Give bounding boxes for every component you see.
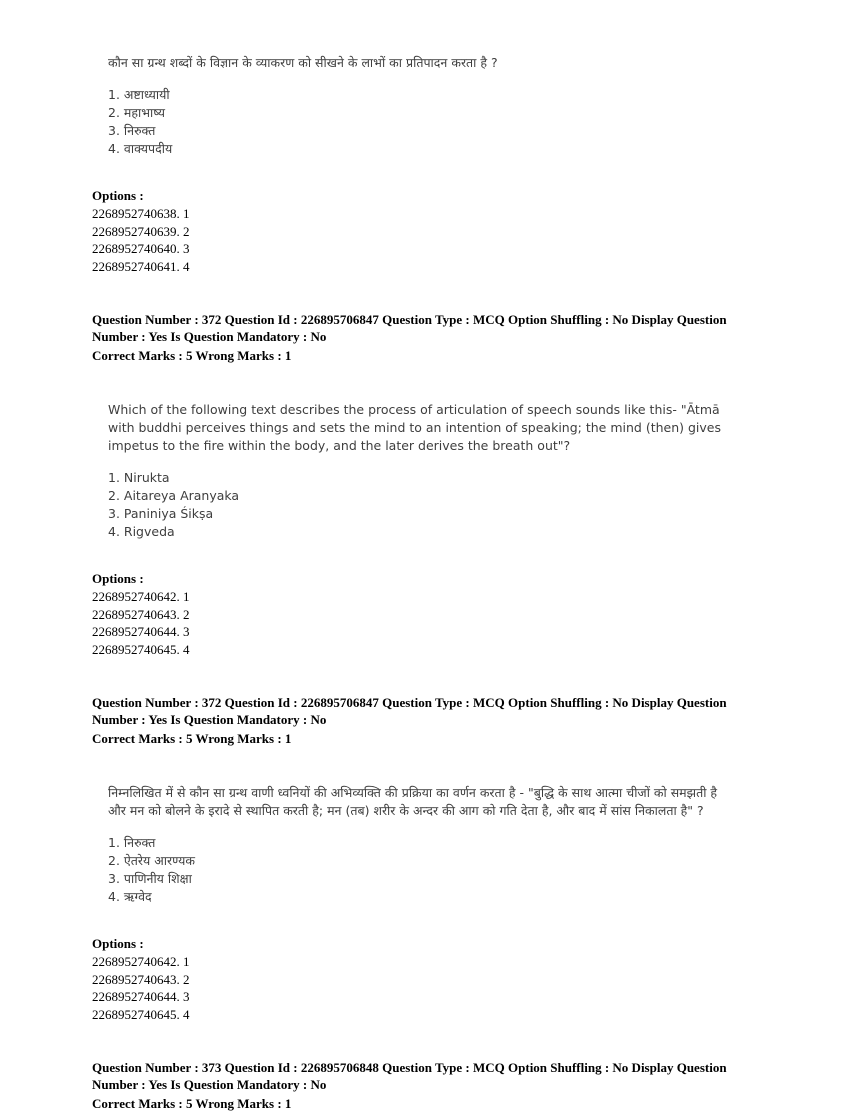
choice-item: 1. अष्टाध्यायी <box>108 87 170 102</box>
marks-line: Correct Marks : 5 Wrong Marks : 1 <box>92 1096 292 1111</box>
option-id-row: 2268952740638. 1 <box>92 206 190 221</box>
question-block <box>92 54 762 364</box>
question-block <box>92 401 762 747</box>
marks-line: Correct Marks : 5 Wrong Marks : 1 <box>92 731 292 746</box>
question-meta-line: Question Number : 373 Question Id : 226895706848 Question Type : MCQ Option Shuffling : No Display Question Number : Yes Is Question Mandatory : No <box>92 1060 727 1092</box>
option-id-row: 2268952740641. 4 <box>92 258 190 274</box>
option-id-row: 2268952740642. 1 <box>92 954 190 969</box>
option-id-row: 2268952740639. 2 <box>92 223 190 239</box>
choice-item: 1. निरुक्त <box>108 835 156 850</box>
choice-item: 4. वाक्यपदीय <box>108 141 173 156</box>
option-id-row: 2268952740644. 3 <box>92 989 190 1004</box>
choice-item: 3. निरुक्त <box>108 123 156 138</box>
option-id-list <box>92 953 762 1023</box>
option-id-row: 2268952740645. 4 <box>92 641 190 657</box>
choice-item: 3. पाणिनीय शिक्षा <box>108 871 192 886</box>
choice-item: 4. ऋग्वेद <box>108 889 152 904</box>
choice-item: 1. Nirukta <box>108 470 170 485</box>
question-meta-line: Question Number : 372 Question Id : 226895706847 Question Type : MCQ Option Shuffling : No Display Question Number : Yes Is Question Mandatory : No <box>92 695 727 727</box>
option-id-row: 2268952740643. 2 <box>92 971 190 987</box>
marks-line: Correct Marks : 5 Wrong Marks : 1 <box>92 348 292 363</box>
choice-item: 4. Rigveda <box>108 524 175 539</box>
question-text: निम्नलिखित में से कौन सा ग्रन्थ वाणी ध्वनियों की अभिव्यक्ति की प्रक्रिया का वर्णन करता है - "बुद्धि के साथ आत्मा चीजों को समझती है और मन को बोलने के इरादे से स्थापित करती है; मन (तब) शरीर के अन्दर की आग को गति देता है, और बाद में सांस निकालता है" ? <box>108 785 718 818</box>
choice-item: 2. Aitareya Aranyaka <box>108 488 240 503</box>
choice-item: 2. ऐतरेय आरण्यक <box>108 853 195 868</box>
choice-list <box>108 86 762 158</box>
option-id-list <box>92 205 762 275</box>
question-text: कौन सा ग्रन्थ शब्दों के विज्ञान के व्याकरण को सीखने के लाभों का प्रतिपादन करता है ? <box>108 55 498 70</box>
choice-list <box>108 834 762 906</box>
question-block <box>92 784 762 1112</box>
choice-item: 3. Paniniya Śikṣa <box>108 506 214 521</box>
options-heading: Options : <box>92 571 144 586</box>
option-id-row: 2268952740644. 3 <box>92 624 190 639</box>
option-id-row: 2268952740645. 4 <box>92 1006 190 1022</box>
option-id-row: 2268952740642. 1 <box>92 589 190 604</box>
question-text: Which of the following text describes the process of articulation of speech sounds like this- "Ātmā with buddhi perceives things and sets the mind to an intention of speaking; the mind (then) gives impetus to the fire within the body, and the later derives the breath out"? <box>108 402 721 453</box>
option-id-row: 2268952740643. 2 <box>92 606 190 622</box>
choice-list <box>108 469 762 541</box>
question-meta-line: Question Number : 372 Question Id : 226895706847 Question Type : MCQ Option Shuffling : No Display Question Number : Yes Is Question Mandatory : No <box>92 312 727 344</box>
option-id-row: 2268952740640. 3 <box>92 241 190 256</box>
option-id-list <box>92 588 762 658</box>
choice-item: 2. महाभाष्य <box>108 105 165 120</box>
options-heading: Options : <box>92 188 144 203</box>
options-heading: Options : <box>92 936 144 951</box>
